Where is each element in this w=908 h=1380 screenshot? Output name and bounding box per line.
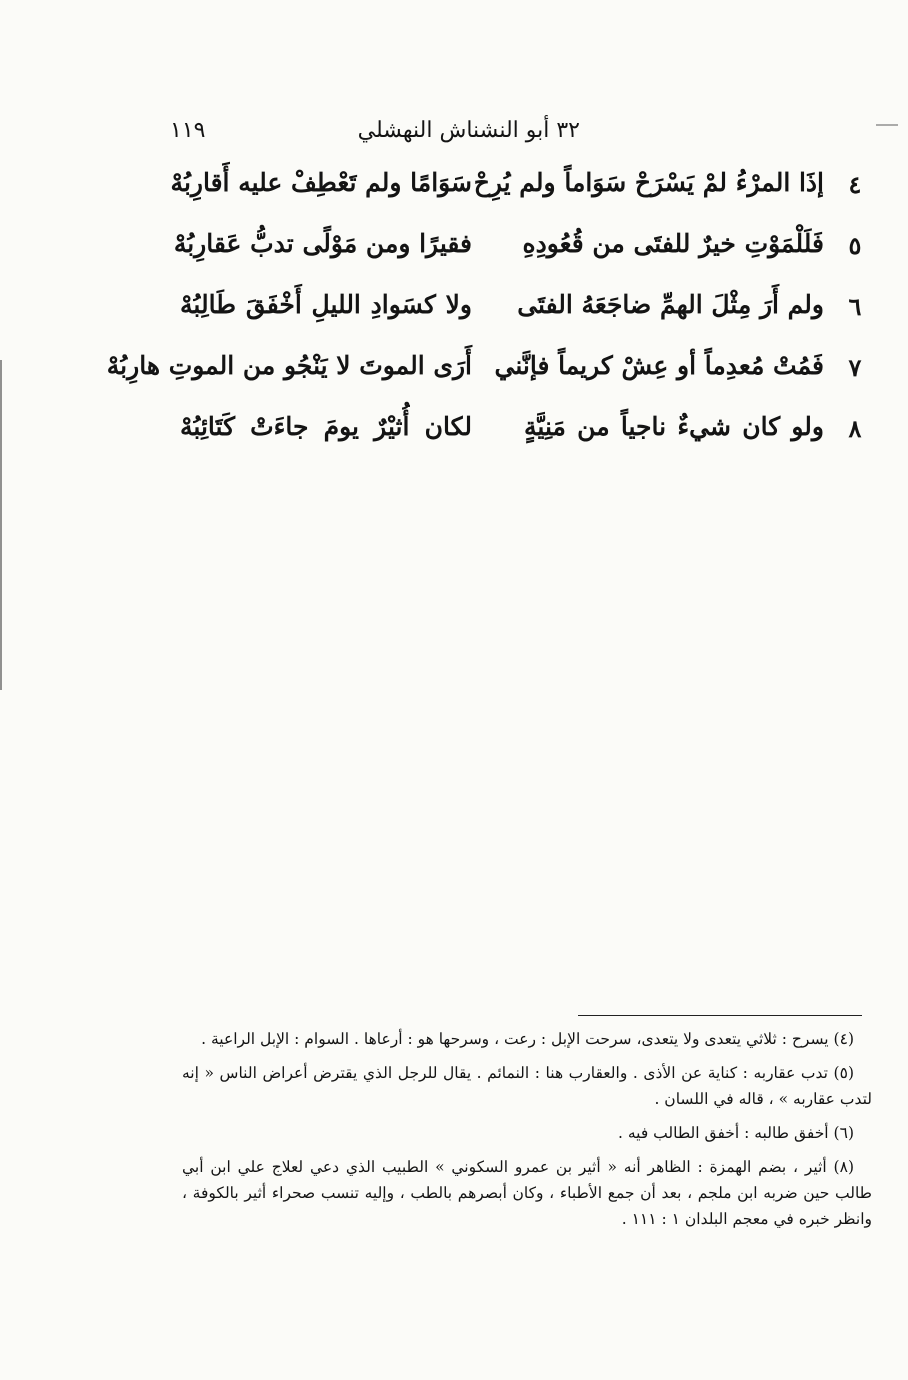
verse [180, 284, 870, 345]
running-title: ٣٢ أبو النشناش النهشلي [357, 118, 580, 143]
running-head [170, 118, 868, 154]
footnote-marker: (٥) [833, 1064, 854, 1082]
verse-second-hemistich: لكان أُثيْرٌ يومَ جاءَتْ كَتَائِبُهْ [180, 412, 472, 441]
footnote-marker: (٨) [833, 1158, 854, 1176]
footnotes [182, 1026, 872, 1240]
verse-number: ٦ [848, 292, 862, 321]
verse-second-hemistich: ولا كسَوادِ الليلِ أَخْفَقَ طَالِبُهْ [180, 290, 472, 319]
scan-mark [876, 124, 898, 126]
footnote-text: أخفق طالبه : أخفق الطالب فيه . [618, 1124, 829, 1142]
footnote-text: تدب عقاربه : كناية عن الأذى . والعقارب هنا : النمائم . يقال للرجل الذي يقترض أعراض الناس « إنه لتدب عقاربه » ، قاله في اللسان . [182, 1064, 872, 1108]
footnote-text: يسرح : ثلاثي يتعدى ولا يتعدى، سرحت الإبل : رعت ، وسرحها هو : أرعاها . السوام : الإبل الراعية . [201, 1030, 829, 1048]
verse-first-hemistich: ولو كان شيءٌ ناجياً من مَنِيَّةٍ [524, 412, 824, 441]
poem [106, 162, 870, 467]
footnote [182, 1154, 872, 1232]
scan-edge [0, 360, 2, 690]
verse-second-hemistich: أَرَى الموتَ لا يَنْجُو من الموتِ هارِبُهْ [106, 351, 472, 380]
footnote [182, 1026, 872, 1052]
verse-number: ٤ [848, 170, 862, 199]
footnote-marker: (٦) [833, 1124, 854, 1142]
footnote-text: أثير ، بضم الهمزة : الظاهر أنه « أثير بن عمرو السكوني » الطبيب الذي دعي لعلاج علي ابن أبي طالب حين ضربه ابن ملجم ، بعد أن جمع الأطباء ، وكان أبصرهم بالطب ، وإليه تنسب صحراء أثير بالكوفة ، وانظر خبره في معجم البلدان ١ : ١١١ . [182, 1158, 873, 1228]
verse [180, 406, 870, 467]
footnote [182, 1120, 872, 1146]
verse [106, 345, 870, 406]
verse-second-hemistich: سَوَامًا ولم تَعْطِفْ عليه أَقارِبُهْ [170, 168, 472, 197]
verse-number: ٧ [848, 353, 862, 382]
footnote [182, 1060, 872, 1112]
verse-first-hemistich: فَمُتْ مُعدِماً أو عِشْ كريماً فإنَّني [494, 351, 824, 380]
verse-second-hemistich: فقيرًا ومن مَوْلًى تدبُّ عَقارِبُهْ [173, 229, 472, 258]
verse [170, 162, 870, 223]
footnote-divider [578, 1015, 862, 1016]
verse-first-hemistich: فَلَلْمَوْتِ خيرٌ للفتَى من قُعُودِهِ [522, 229, 824, 258]
page-number: ١١٩ [170, 118, 206, 143]
verse-number: ٥ [848, 231, 862, 260]
verse-number: ٨ [848, 414, 862, 443]
footnote-marker: (٤) [833, 1030, 854, 1048]
verse-first-hemistich: ولم أَرَ مِثْلَ الهمِّ ضاجَعَهُ الفتَى [517, 290, 824, 319]
verse-first-hemistich: إذَا المرْءُ لمْ يَسْرَحْ سَوَاماً ولم يُرِحْ [473, 168, 824, 197]
verse [173, 223, 870, 284]
